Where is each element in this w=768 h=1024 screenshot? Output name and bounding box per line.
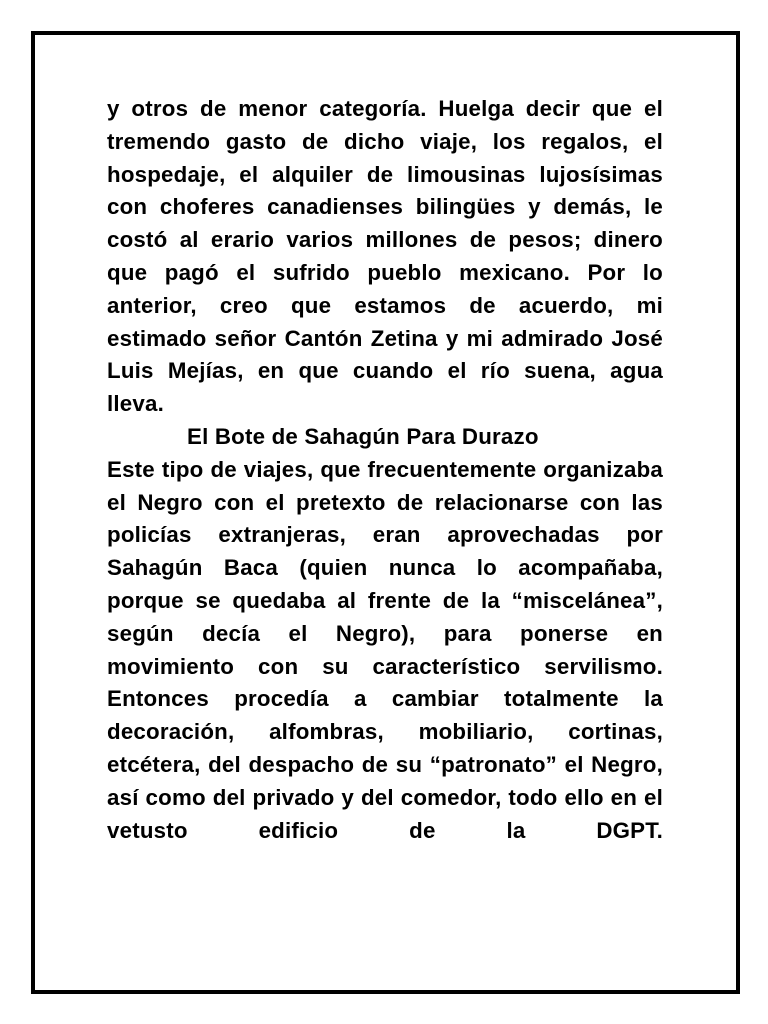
paragraph-1: y otros de menor categoría. Huelga decir que el tremendo gasto de dicho viaje, los regalos, el hospedaje, el alquiler de limousinas lujosísimas con choferes canadienses bilingües y demás, le costó al erario varios millones de pesos; dinero que pagó el sufrido pueblo mexicano. Por lo anterior, creo que estamos de acuerdo, mi estimado señor Cantón Zetina y mi admirado José Luis Mejías, en que cuando el río suena, agua lleva. [107, 96, 663, 417]
paragraph-2: Este tipo de viajes, que frecuentemente organizaba el Negro con el pretexto de relacionarse con las policías extranjeras, eran aprovechadas por Sahagún Baca (quien nunca lo acompañaba, porque se quedaba al frente de la “miscelánea”, según decía el Negro), para ponerse en movimiento con su característico servilismo. Entonces procedía a cambiar totalmente la decoración, alfombras, mobiliario, cortinas, etcétera, del despacho de su “patronato” el Negro, así como del privado y del comedor, todo ello en el vetusto edificio de la DGPT. [107, 456, 663, 843]
text-column [107, 93, 663, 847]
page-frame [31, 31, 740, 994]
section-heading: El Bote de Sahagún Para Durazo [187, 423, 539, 449]
